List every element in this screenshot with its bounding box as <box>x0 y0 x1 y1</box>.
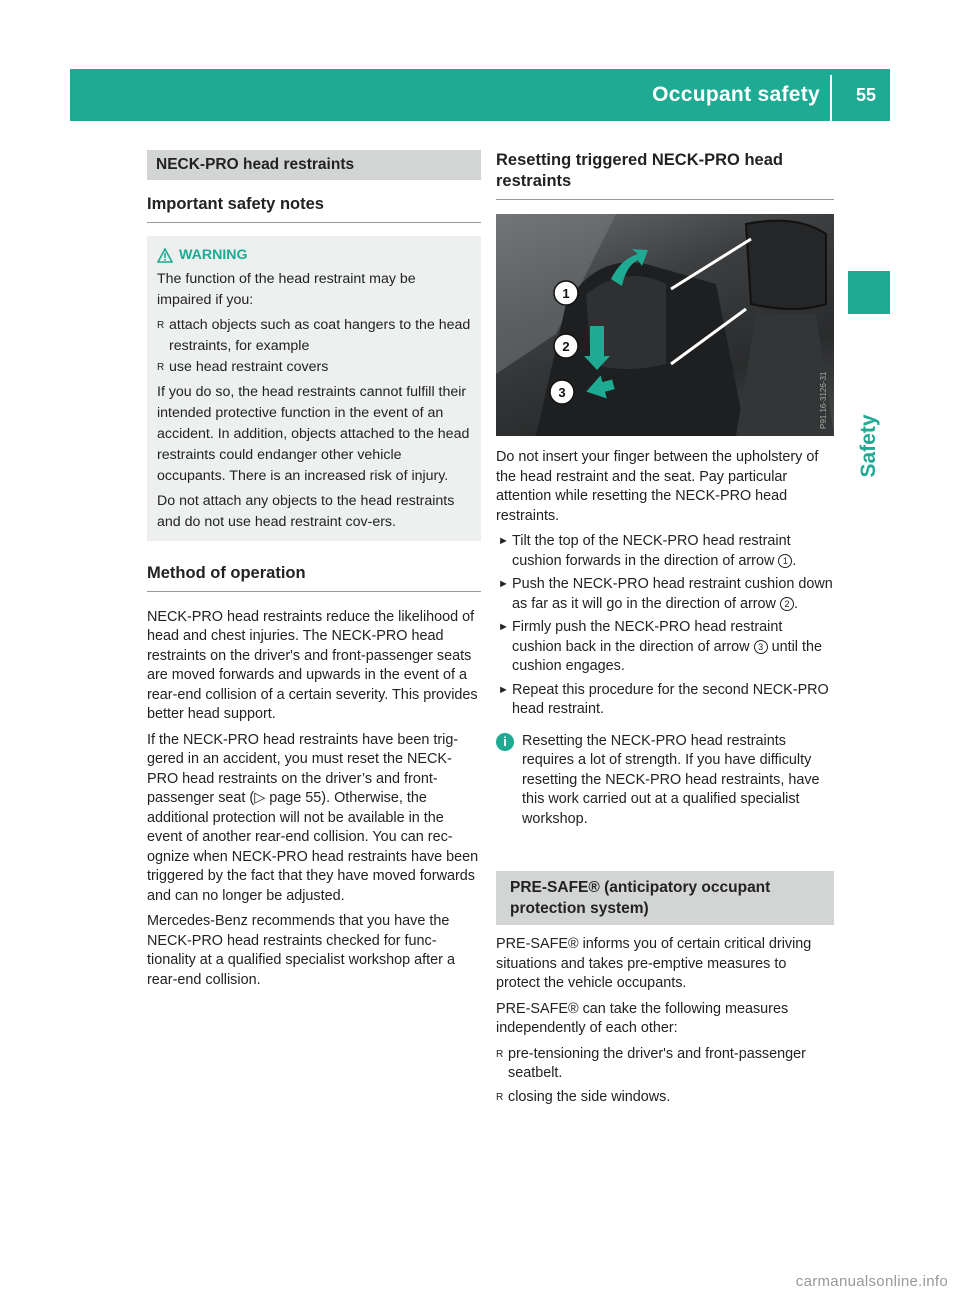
presafe-section-bar: PRE-SAFE® (anticipatory occupant protection system) <box>496 871 834 925</box>
presafe-bullet-text: pre-tensioning the driver's and front-passenger seatbelt. <box>508 1045 806 1081</box>
bullet-marker: R <box>496 1048 504 1060</box>
page-header-bar <box>70 69 890 121</box>
warning-triangle-icon <box>157 248 173 263</box>
presafe-bullet <box>496 1088 834 1108</box>
instruction-step <box>496 575 834 614</box>
side-tab-text: Safety <box>857 414 880 478</box>
presafe-bullet-text: closing the side windows. <box>508 1088 671 1105</box>
step-text-end: until the cushion engages. <box>512 638 822 674</box>
warning-para: If you do so, the head restraints cannot fulfill their intended protective function in the event of an accident. In addition, objects attached to the head restraints could endanger other vehicle occupants. There is an increased risk of injury. <box>157 383 470 484</box>
figure-code: P91.16-3126-31 <box>819 371 828 429</box>
bullet-marker: R <box>496 1091 504 1103</box>
figure-illustration <box>496 214 834 436</box>
step-text-end: . <box>793 595 798 612</box>
method-heading: Method of operation <box>147 563 481 592</box>
body-paragraph: NECK-PRO head restraints reduce the likelihood of head and chest injuries. The NECK-PRO head restraints on the driver's and front-passenger seats are moved forwards and upwards in the event of a rear-end collision of a certain severity. This provides better head support. <box>147 608 478 722</box>
arrow-callout-2: 2 <box>780 597 794 611</box>
presafe-bullet <box>496 1045 834 1084</box>
instruction-step <box>496 532 834 571</box>
arrow-callout-1: 1 <box>778 554 792 568</box>
resetting-heading: Resetting triggered NECK-PRO head restraints <box>496 150 834 200</box>
body-paragraph: If the NECK-PRO head restraints have been trig-gered in an accident, you must reset the NECK-PRO head restraints on the driver’s and front-passenger seat (▷ page 55). Otherwise, the additional protection will not be available in the event of another rear-end collision. You can rec-ognize when NECK-PRO head restraints have been triggered by the fact that they have moved forwards and can no longer be adjusted. <box>147 731 479 904</box>
step-arrow-icon: ► <box>498 621 509 633</box>
step-arrow-icon: ► <box>498 578 509 590</box>
callout-3: 3 <box>558 385 566 400</box>
warning-bullet-text: use head restraint covers <box>169 358 329 375</box>
warning-header <box>157 245 471 266</box>
section-bar: NECK-PRO head restraints <box>147 150 481 180</box>
head-restraint-figure <box>496 214 834 436</box>
step-arrow-icon: ► <box>498 535 509 547</box>
body-paragraph: PRE-SAFE® can take the following measures independently of each other: <box>496 1000 789 1036</box>
instruction-step <box>496 618 834 677</box>
step-text: Firmly push the NECK-PRO head restraint cushion back in the direction of arrow <box>512 619 783 655</box>
step-text: Push the NECK-PRO head restraint cushion down as far as it will go in the direction of arrow <box>512 576 833 612</box>
body-paragraph: PRE-SAFE® informs you of certain critical driving situations and takes pre-emptive measures to protect the vehicle occupants. <box>496 936 812 991</box>
step-text: Tilt the top of the NECK-PRO head restraint cushion forwards in the direction of arrow <box>512 533 791 569</box>
step-arrow-icon: ► <box>498 683 509 696</box>
warning-box <box>147 236 481 541</box>
right-column <box>496 150 834 1107</box>
info-icon: i <box>496 733 514 751</box>
bullet-marker: R <box>157 319 165 331</box>
subheading-safety-notes: Important safety notes <box>147 194 481 223</box>
warning-para: Do not attach any objects to the head restraints and do not use head restraint cov-ers. <box>157 492 455 530</box>
page-number: 55 <box>855 85 876 105</box>
chapter-title: Occupant safety <box>652 83 820 106</box>
callout-1: 1 <box>562 286 570 301</box>
info-note <box>496 732 834 830</box>
warning-title: WARNING <box>179 246 248 263</box>
warning-bullet <box>157 315 471 357</box>
instruction-step <box>496 681 834 720</box>
side-tab-marker <box>848 271 890 314</box>
header-divider <box>830 75 832 121</box>
warning-intro: The function of the head restraint may be impaired if you: <box>157 270 416 308</box>
callout-2: 2 <box>562 339 570 354</box>
arrow-callout-3: 3 <box>754 640 768 654</box>
body-paragraph: Mercedes-Benz recommends that you have the NECK-PRO head restraints checked for func-tionality at a qualified specialist workshop after a rear-end collision. <box>147 913 455 988</box>
info-text: Resetting the NECK-PRO head restraints requires a lot of strength. If you have difficulty resetting the NECK-PRO head restraints, have this work carried out at a qualified specialist workshop. <box>522 732 820 827</box>
bullet-marker: R <box>157 361 165 373</box>
warning-bullet-text: attach objects such as coat hangers to the head restraints, for example <box>169 316 471 354</box>
side-tab-label <box>847 400 891 500</box>
step-text: Repeat this procedure for the second NECK-PRO head restraint. <box>512 681 829 717</box>
step-text-end: . <box>792 552 797 569</box>
left-column <box>147 150 481 996</box>
watermark: carmanualsonline.info <box>795 1273 948 1290</box>
body-paragraph: Do not insert your finger between the upholstery of the head restraint and the seat. Pay particular attention while resetting the NECK-PRO head restraints. <box>496 449 819 524</box>
warning-bullet <box>157 357 471 378</box>
